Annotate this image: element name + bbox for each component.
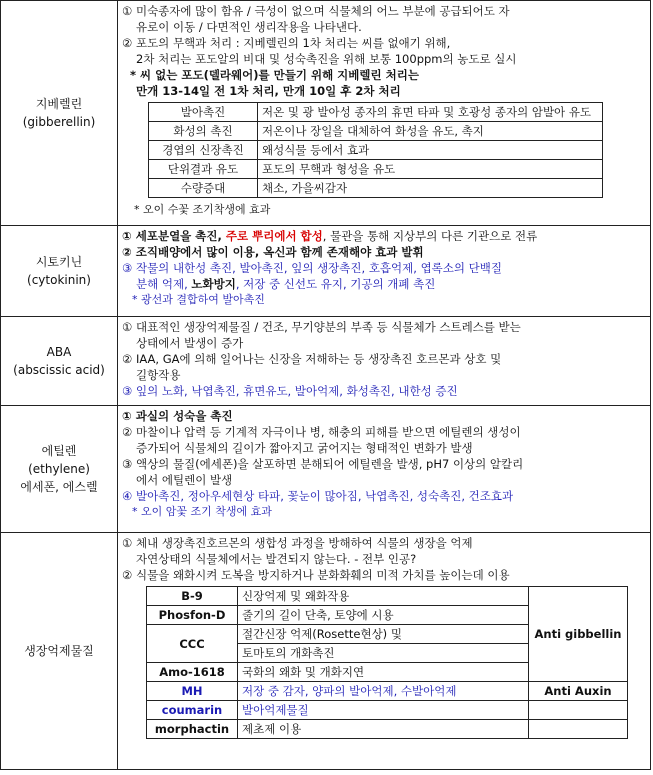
cell-value: 제초제 이용 — [238, 720, 529, 739]
note: * 광선과 결합하여 발아촉진 — [132, 293, 265, 306]
name-en: (cytokinin) — [27, 273, 91, 287]
inhibitor-table — [146, 586, 628, 739]
cell-value: 줄기의 길이 단축, 토양에 시용 — [238, 606, 529, 625]
text-line: ② 식물을 왜화시켜 도복을 방지하거나 분화화훼의 미적 가치를 높이는데 이용 — [122, 568, 510, 582]
cell-key: 발아촉진 — [149, 103, 258, 122]
cell-value: 신장억제 및 왜화작용 — [238, 587, 529, 606]
cell-key: Phosfon-D — [147, 606, 238, 625]
text-line: ③ 잎의 노화, 낙엽촉진, 휴면유도, 발아억제, 화성촉진, 내한성 증진 — [122, 384, 458, 398]
name-en: (gibberellin) — [22, 115, 96, 129]
text-line: ① 대표적인 생장억제물질 / 건조, 무기양분의 부족 등 식물체가 스트레스를 받는 — [122, 320, 521, 334]
cell-value: 저온이나 장일을 대체하여 화성을 유도, 촉지 — [258, 122, 603, 141]
anti-gibberellin-label: Anti gibbellin — [529, 587, 628, 682]
label-gibberellin — [1, 1, 118, 226]
text-line: ② IAA, GA에 의해 일어나는 신장을 저해하는 등 생장촉진 호르몬과 상호 및 — [122, 352, 502, 366]
anti-auxin-label: Anti Auxin — [529, 682, 628, 701]
cell-key: 경엽의 신장촉진 — [149, 141, 258, 160]
empty-cell — [529, 720, 628, 739]
text-line: ② 조직배양에서 많이 이용, 옥신과 함께 존재해야 효과 발휘 — [122, 245, 424, 259]
table-row — [149, 160, 603, 179]
cell-value: 토마토의 개화촉진 — [238, 644, 529, 663]
row-gibberellin — [1, 1, 651, 226]
row-aba — [1, 317, 651, 406]
cell-value: 저장 중 감자, 양파의 발아억제, 수발아억제 — [238, 682, 529, 701]
cell-value: 절간신장 억제(Rosette현상) 및 — [238, 625, 529, 644]
text-line: ① 과실의 성숙을 촉진 — [122, 409, 233, 423]
note: * 오이 암꽃 조기 착생에 효과 — [132, 505, 272, 518]
text-line: ① 미숙종자에 많이 함유 / 극성이 없으며 식물체의 어느 부분에 공급되어도 자 — [122, 4, 510, 18]
content-gibberellin — [118, 1, 651, 226]
table-row — [149, 122, 603, 141]
name-ko: 생장억제물질 — [24, 644, 94, 658]
text-line: ② 마찰이나 압력 등 기계적 자극이나 병, 해충의 피해를 받으면 에틸렌의 생성이 — [122, 425, 521, 439]
label-inhibitors — [1, 533, 118, 770]
name-en: (abscissic acid) — [13, 363, 105, 377]
text-line: 에서 에틸렌이 발생 — [136, 473, 233, 487]
table-row — [149, 141, 603, 160]
cell-key: 화성의 촉진 — [149, 122, 258, 141]
text-span: 노화방지 — [191, 277, 236, 291]
label-ethylene — [1, 406, 118, 533]
table-row — [147, 682, 628, 701]
label-cytokinin — [1, 226, 118, 317]
text-line: ④ 발아촉진, 정아우세현상 타파, 꽃눈이 많아짐, 낙엽촉진, 성숙촉진, 건조효과 — [122, 489, 514, 503]
cell-key: 단위결과 유도 — [149, 160, 258, 179]
text-line: 길항작용 — [136, 368, 181, 382]
text-line: ① 체내 생장촉진호르몬의 생합성 과정을 방해하여 식물의 생장을 억제 — [122, 536, 473, 550]
name-alt: 에세폰, 에스렐 — [20, 480, 98, 494]
content-aba — [118, 317, 651, 406]
text-line: ③ 작물의 내한성 촉진, 발아촉진, 잎의 생장촉진, 호흡억제, 엽록소의 단백질 — [122, 261, 502, 275]
row-ethylene — [1, 406, 651, 533]
row-growth-inhibitors — [1, 533, 651, 770]
table-row — [147, 701, 628, 720]
content-ethylene — [118, 406, 651, 533]
text-line: 유로이 이동 / 다면적인 생리작용을 나타낸다. — [136, 20, 362, 34]
name-en: (ethylene) — [28, 462, 90, 476]
highlight-text: 주로 뿌리에서 합성 — [225, 229, 323, 243]
cell-value: 포도의 무핵과 형성을 유도 — [258, 160, 603, 179]
cell-key: morphactin — [147, 720, 238, 739]
name-ko: 에틸렌 — [41, 444, 77, 458]
cell-value: 국화의 왜화 및 개화지연 — [238, 663, 529, 682]
text-span: 분해 억제, — [136, 277, 192, 291]
text-span: ① 세포분열을 촉진, — [122, 229, 226, 243]
empty-cell — [529, 701, 628, 720]
cell-key: 수량증대 — [149, 179, 258, 198]
cell-key: B-9 — [147, 587, 238, 606]
name-ko: ABA — [46, 345, 72, 359]
table-row — [147, 587, 628, 606]
text-line — [122, 276, 646, 292]
table-row — [149, 179, 603, 198]
cell-key: Amo-1618 — [147, 663, 238, 682]
text-span: , 저장 중 신선도 유지, 기공의 개폐 촉진 — [235, 277, 436, 291]
cell-key: coumarin — [147, 701, 238, 720]
text-line: ② 포도의 무핵과 처리 : 지베렐린의 1차 처리는 씨를 없애기 위해, — [122, 36, 451, 50]
table-row — [147, 720, 628, 739]
text-line: 상태에서 발생이 증가 — [136, 336, 244, 350]
text-line: * 씨 없는 포도(델라웨어)를 만들기 위해 지베렐린 처리는 — [130, 68, 419, 82]
text-span: , 물관을 통해 지상부의 다른 기관으로 전류 — [322, 229, 538, 243]
cell-value: 발아억제물질 — [238, 701, 529, 720]
note: * 오이 수꽃 조기착생에 효과 — [134, 203, 271, 216]
content-cytokinin — [118, 226, 651, 317]
cell-key: MH — [147, 682, 238, 701]
cell-value: 채소, 가을씨감자 — [258, 179, 603, 198]
text-line: 증가되어 식물체의 길이가 짧아지고 굵어지는 형태적인 변화가 발생 — [136, 441, 473, 455]
row-cytokinin — [1, 226, 651, 317]
text-line: 만개 13-14일 전 1차 처리, 만개 10일 후 2차 처리 — [136, 84, 401, 98]
text-line: 2차 처리는 포도알의 비대 및 성숙촉진을 위해 보통 100ppm의 농도로 실시 — [136, 52, 517, 66]
cell-value: 왜성식물 등에서 효과 — [258, 141, 603, 160]
cell-value: 저온 및 광 발아성 종자의 휴면 타파 및 호광성 종자의 암발아 유도 — [258, 103, 603, 122]
name-ko: 지베렐린 — [35, 97, 83, 111]
label-aba — [1, 317, 118, 406]
text-line: ③ 액상의 물질(에세폰)을 살포하면 분해되어 에틸렌을 발생, pH7 이상의 알칼리 — [122, 457, 524, 471]
table-row — [149, 103, 603, 122]
content-inhibitors — [118, 533, 651, 770]
name-ko: 시토키닌 — [35, 255, 83, 269]
text-line: 자연상태의 식물체에서는 발견되지 않는다. - 전부 인공? — [136, 552, 417, 566]
text-line — [122, 228, 646, 244]
gib-effects-table — [148, 102, 603, 198]
cell-key: CCC — [147, 625, 238, 663]
